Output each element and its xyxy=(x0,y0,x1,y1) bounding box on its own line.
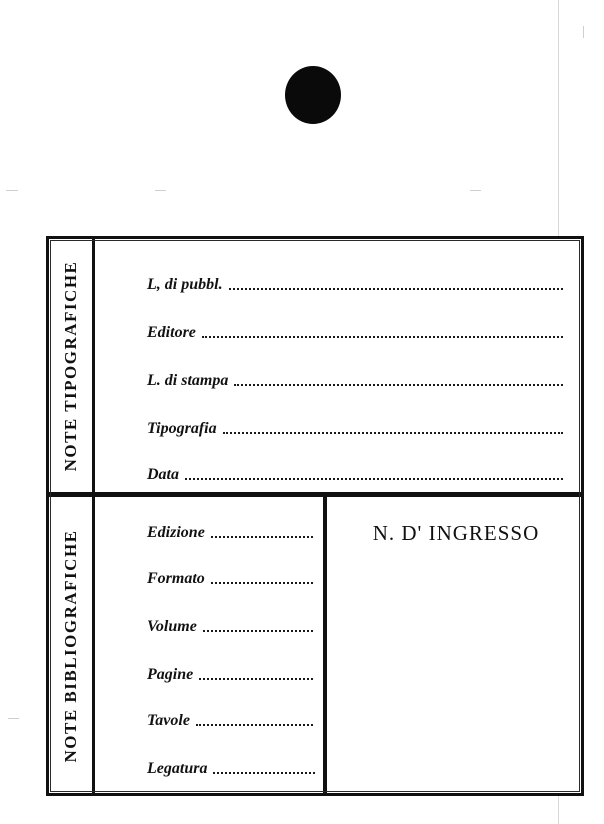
field-label-formato: Formato xyxy=(147,570,205,587)
vertical-label-column-bibliografiche xyxy=(49,497,95,794)
bibliographic-fields-block xyxy=(95,497,327,794)
section-title-tipografiche: NOTE TIPOGRAFICHE xyxy=(60,260,80,471)
field-dotted-line[interactable] xyxy=(199,677,313,680)
field-dotted-line[interactable] xyxy=(211,581,313,584)
field-label-data: Data xyxy=(147,466,179,483)
registration-mark-top-right xyxy=(470,190,481,191)
field-dotted-line[interactable] xyxy=(203,629,313,632)
numero-ingresso-title: N. D' INGRESSO xyxy=(372,521,540,545)
fields-tipografiche xyxy=(95,239,581,492)
bibliographic-card xyxy=(46,236,584,796)
field-dotted-line[interactable] xyxy=(229,287,563,290)
field-dotted-line[interactable] xyxy=(185,477,563,480)
field-label-editore: Editore xyxy=(147,324,196,341)
field-row[interactable] xyxy=(147,661,313,683)
field-row[interactable] xyxy=(147,461,563,483)
registration-mark-top-mid xyxy=(155,190,166,191)
field-row[interactable] xyxy=(147,565,313,587)
field-row[interactable] xyxy=(147,319,563,341)
vertical-label-column-tipografiche xyxy=(49,239,95,492)
field-row[interactable] xyxy=(147,367,563,389)
field-row[interactable] xyxy=(147,755,315,777)
field-label-pagine: Pagine xyxy=(147,666,194,683)
field-row[interactable] xyxy=(147,707,313,729)
field-row[interactable] xyxy=(147,271,563,293)
registration-mark-top-left xyxy=(6,190,18,191)
field-row[interactable] xyxy=(147,415,563,437)
field-dotted-line[interactable] xyxy=(202,335,563,338)
field-label-tavole: Tavole xyxy=(147,712,190,729)
field-dotted-line[interactable] xyxy=(223,431,563,434)
field-label-luogo-stampa: L. di stampa xyxy=(147,372,229,389)
registration-mark-right-top xyxy=(583,26,584,38)
field-label-luogo-pubblicazione: L, di pubbl. xyxy=(147,276,223,293)
field-label-legatura: Legatura xyxy=(147,760,208,777)
field-dotted-line[interactable] xyxy=(211,535,313,538)
field-label-edizione: Edizione xyxy=(147,524,205,541)
field-label-tipografia: Tipografia xyxy=(147,420,217,437)
section-title-bibliografiche: NOTE BIBLIOGRAFICHE xyxy=(60,528,80,763)
field-label-volume: Volume xyxy=(147,618,197,635)
ink-blot-icon xyxy=(285,66,341,124)
field-dotted-line[interactable] xyxy=(234,383,563,386)
field-dotted-line[interactable] xyxy=(196,723,313,726)
field-row[interactable] xyxy=(147,519,313,541)
section-note-bibliografiche xyxy=(49,497,581,794)
numero-ingresso-block[interactable] xyxy=(331,497,581,794)
field-row[interactable] xyxy=(147,613,313,635)
registration-mark-left-mid xyxy=(8,718,19,719)
section-note-tipografiche xyxy=(49,239,581,497)
field-dotted-line[interactable] xyxy=(213,771,315,774)
